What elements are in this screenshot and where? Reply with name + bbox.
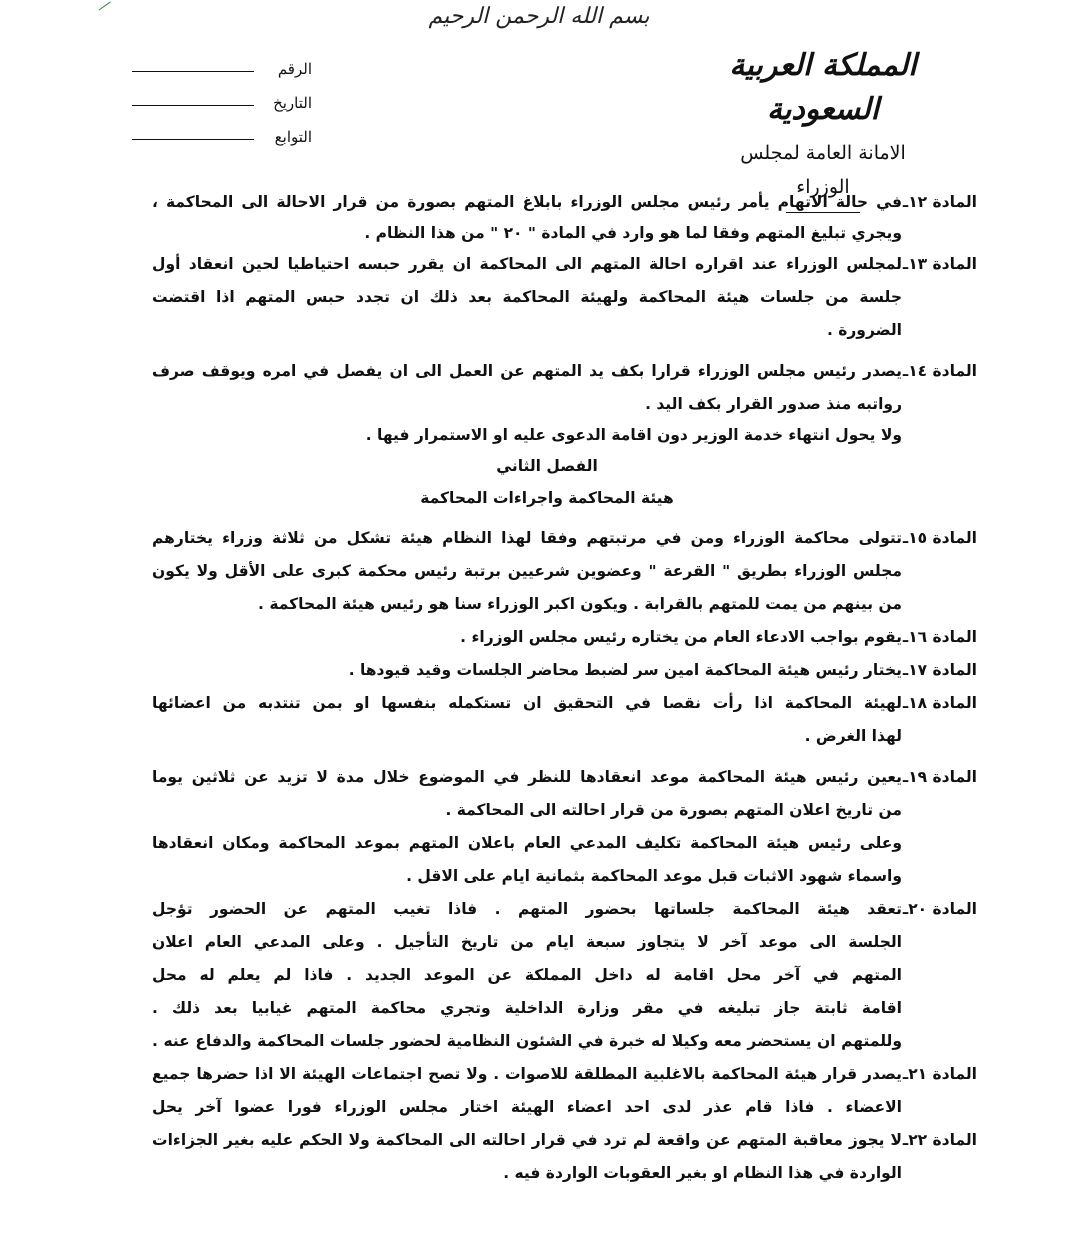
article-line: المادة ١٦ـ يقوم بواجب الادعاء العام من يختاره رئيس مجلس الوزراء . <box>152 621 902 654</box>
article-line: المادة ١٢ـ في حالة الاتهام يأمر رئيس مجلس الوزراء بابلاغ المتهم بصورة من قرار الاحالة الى المحاكمة ، <box>152 186 902 219</box>
chapter-title: الفصل الثاني <box>496 457 598 475</box>
kingdom-name: المملكة العربية السعودية <box>729 48 917 127</box>
article-line: المادة ١٨ـ لهيئة المحاكمة اذا رأت نقصا في التحقيق ان تستكمله بنفسها او بمن تنتدبه من اعضائها <box>152 687 902 720</box>
document-body <box>152 186 977 1190</box>
article-label: المادة ١٤ـ <box>902 362 977 380</box>
article-line: رواتبه منذ صدور القرار بكف اليد . <box>645 395 902 413</box>
article-line: المادة ١٩ـ يعين رئيس هيئة المحاكمة موعد انعقادها للنظر في الموضوع خلال مدة لا تزيد عن ثلاثين يوما <box>152 761 902 794</box>
attachments-label: التوابع <box>274 128 312 146</box>
number-row <box>132 44 312 78</box>
article-line: ولا يحول انتهاء خدمة الوزير دون اقامة الدعوى عليه او الاستمرار فيها . <box>365 426 902 444</box>
secretariat-name: الامانة العامة لمجلس الوزراء <box>740 142 906 198</box>
article-line: وللمتهم ان يستحضر معه وكيلا له خبرة في الشئون النظامية لحضور جلسات المحاكمة والدفاع عنه . <box>152 1032 902 1050</box>
number-label: الرقم <box>277 60 312 78</box>
article-label: المادة ١٧ـ <box>902 661 977 679</box>
article-line: المتهم في آخر محل اقامة له داخل المملكة عن الموعد الجديد . فاذا لم يعلم له محل <box>152 966 902 984</box>
article-label: المادة ٢١ـ <box>902 1065 977 1083</box>
article-line: واسماء شهود الاثبات قبل موعد المحاكمة بثمانية ايام على الاقل . <box>406 867 902 885</box>
article-line: اقامة ثابتة جاز تبليغه في مقر وزارة الداخلية وتجري محاكمة المتهم غيابيا بعد ذلك . <box>152 999 902 1017</box>
article-label: المادة ١٢ـ <box>902 193 977 211</box>
article-label: المادة ١٣ـ <box>902 255 977 273</box>
article-label: المادة ٢٢ـ <box>902 1131 977 1149</box>
article-line: الضرورة . <box>826 321 902 339</box>
article-line: المادة ٢٢ـ لا يجوز معاقبة المتهم عن واقعة لم ترد في قرار احالته الى المحاكمة ولا الحكم عليه بغير الجزاءات <box>152 1124 902 1157</box>
article-line: وعلى رئيس هيئة المحاكمة تكليف المدعي العام باعلان المتهم بموعد المحاكمة ومكان انعقادها <box>152 834 902 852</box>
attachments-line <box>132 139 254 140</box>
article-line: المادة ١٣ـ لمجلس الوزراء عند اقراره احالة المتهم الى المحاكمة ان يقرر حبسه احتياطيا لحين انعقاد أول <box>152 248 902 281</box>
article-line: من تاريخ اعلان المتهم بصورة من قرار احالته الى المحاكمة . <box>445 801 902 819</box>
reference-block <box>132 44 312 146</box>
article-line: الواردة في هذا النظام او بغير العقوبات الواردة فيه . <box>503 1164 902 1182</box>
chapter-subtitle: هيئة المحاكمة واجراءات المحاكمة <box>420 489 674 507</box>
article-line: المادة ١٧ـ يختار رئيس هيئة المحاكمة امين سر لضبط محاضر الجلسات وقيد قيودها . <box>152 654 902 687</box>
article-label: المادة ١٨ـ <box>902 694 977 712</box>
number-line <box>132 71 254 72</box>
article-label: المادة ٢٠ـ <box>902 900 977 918</box>
article-line: المادة ١٤ـ يصدر رئيس مجلس الوزراء قرارا بكف يد المتهم عن العمل الى ان يفصل في امره ويوقف صرف <box>152 355 902 388</box>
attachments-row <box>132 112 312 146</box>
article-line: المادة ١٥ـ تتولى محاكمة الوزراء ومن في مرتبتهم وفقا لهذا النظام هيئة تشكل من ثلاثة وزراء يختارهم <box>152 522 902 555</box>
article-label: المادة ١٩ـ <box>902 768 977 786</box>
article-line: المادة ٢١ـ يصدر قرار هيئة المحاكمة بالاغلبية المطلقة للاصوات . ولا تصح اجتماعات الهيئة الا اذا حضرها جميع <box>152 1058 902 1091</box>
article-line: المادة ٢٠ـ تعقد هيئة المحاكمة جلساتها بحضور المتهم . فاذا تغيب المتهم عن الحضور تؤجل <box>152 893 902 926</box>
date-label: التاريخ <box>273 94 312 112</box>
article-line: الجلسة الى موعد آخر لا يتجاوز سبعة ايام من تاريخ التأجيل . وعلى المدعي العام اعلان <box>152 933 902 951</box>
date-line <box>132 105 254 106</box>
article-label: المادة ١٦ـ <box>902 628 977 646</box>
article-line: ويجري تبليغ المتهم وفقا لما هو وارد في المادة " ٢٠ " من هذا النظام . <box>364 224 902 242</box>
article-line: جلسة من جلسات هيئة المحاكمة ولهيئة المحاكمة بعد ذلك ان تجدد حبس المتهم اذا اقتضت <box>152 288 902 306</box>
article-line: مجلس الوزراء بطريق " القرعة " وعضوين شرعيين برتبة رئيس محكمة كبرى على الأقل ولا يكون <box>152 562 902 580</box>
date-row <box>132 78 312 112</box>
article-line: من بينهم من يمت للمتهم بالقرابة . ويكون اكبر الوزراء سنا هو رئيس هيئة المحاكمة . <box>258 595 902 613</box>
basmala: بسم الله الرحمن الرحيم <box>428 4 650 29</box>
article-line: الاعضاء . فاذا قام عذر لدى احد اعضاء الهيئة اختار مجلس الوزراء فورا عضوا آخر يحل <box>152 1098 902 1116</box>
article-label: المادة ١٥ـ <box>902 529 977 547</box>
article-line: لهذا الغرض . <box>804 727 902 745</box>
